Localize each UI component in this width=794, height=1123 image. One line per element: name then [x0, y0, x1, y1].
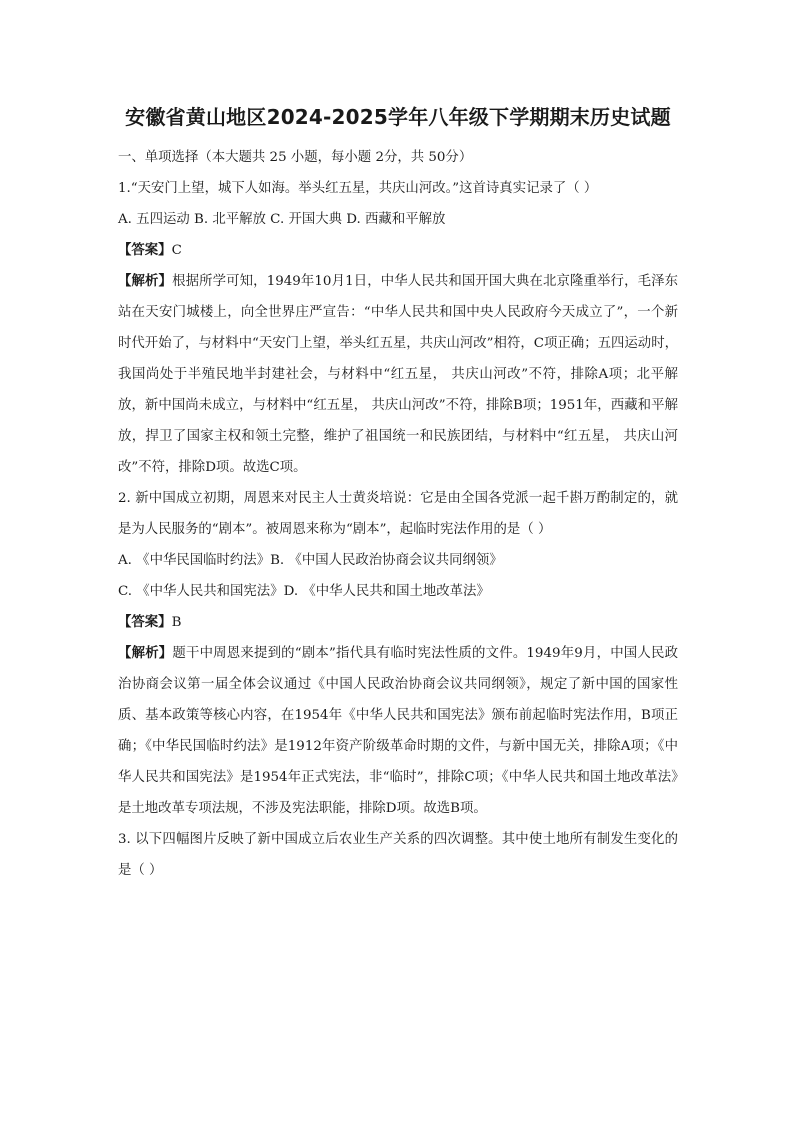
analysis-tag: 【解析】	[118, 273, 173, 289]
question-1-answer	[118, 235, 678, 266]
question-1-analysis	[118, 266, 678, 483]
question-2-stem: 2. 新中国成立初期，周恩来对民主人士黄炎培说：它是由全国各党派一起千斟万酌制定的，就是为人民服务的“剧本”。被周恩来称为“剧本”，起临时宪法作用的是（ ）	[118, 491, 678, 537]
document-title: 安徽省黄山地区2024-2025学年八年级下学期期末历史试题	[125, 105, 671, 129]
question-2-analysis	[118, 638, 678, 824]
section-heading: 一、单项选择（本大题共 25 小题，每小题 2分，共 50分）	[118, 150, 473, 165]
answer-value: B	[171, 615, 182, 630]
answer-tag: 【答案】	[118, 614, 172, 630]
question-2-answer	[118, 607, 678, 638]
question-3-stem: 3. 以下四幅图片反映了新中国成立后农业生产关系的四次调整。其中使土地所有制发生变化的是（ ）	[118, 832, 678, 878]
answer-tag: 【答案】	[118, 242, 172, 258]
question-2-options-line-2: C. 《中华人民共和国宪法》D. 《中华人民共和国土地改革法》	[118, 584, 490, 599]
answer-value: C	[171, 243, 182, 258]
question-1-options: A. 五四运动 B. 北平解放 C. 开国大典 D. 西藏和平解放	[118, 212, 446, 227]
analysis-tag: 【解析】	[118, 645, 173, 661]
question-1-stem: 1.“天安门上望，城下人如海。举头红五星，共庆山河改。”这首诗真实记录了（ ）	[118, 181, 598, 196]
question-2-options-line-1: A. 《中华民国临时约法》B. 《中国人民政治协商会议共同纲领》	[118, 553, 503, 568]
question-2	[118, 483, 678, 824]
analysis-text: 题干中周恩来提到的“剧本”指代具有临时宪法性质的文件。1949年9月，中国人民政治协商会议第一届全体会议通过《中国人民政治协商会议共同纲领》，规定了新中国的国家性质、基本政策等核心内容，在1954年《中华人民共和国宪法》颁布前起临时宪法作用，B项正确；《中华民国临时约法》是1912年资产阶级革命时期的文件，与新中国无关，排除A项；《中华人民共和国宪法》是1954年正式宪法，非“临时”，排除C项；《中华人民共和国土地改革法》是土地改革专项法规，不涉及宪法职能，排除D项。故选B项。	[118, 646, 678, 816]
document-page	[118, 100, 678, 886]
analysis-text: 根据所学可知，1949年10月1日，中华人民共和国开国大典在北京隆重举行，毛泽东站在天安门城楼上，向全世界庄严宣告：“中华人民共和国中央人民政府今天成立了”，一个新时代开始了，与材料中“天安门上望，举头红五星，共庆山河改”相符，C项正确；五四运动时，我国尚处于半殖民地半封建社会，与材料中“红五星， 共庆山河改”不符，排除A项；北平解放，新中国尚未成立，与材料中“红五星， 共庆山河改”不符，排除B项；1951年，西藏和平解放，捍卫了国家主权和领土完整，维护了祖国统一和民族团结，与材料中“红五星， 共庆山河改”不符，排除D项。故选C项。	[118, 274, 679, 475]
question-1	[118, 173, 678, 483]
question-3	[118, 824, 678, 886]
